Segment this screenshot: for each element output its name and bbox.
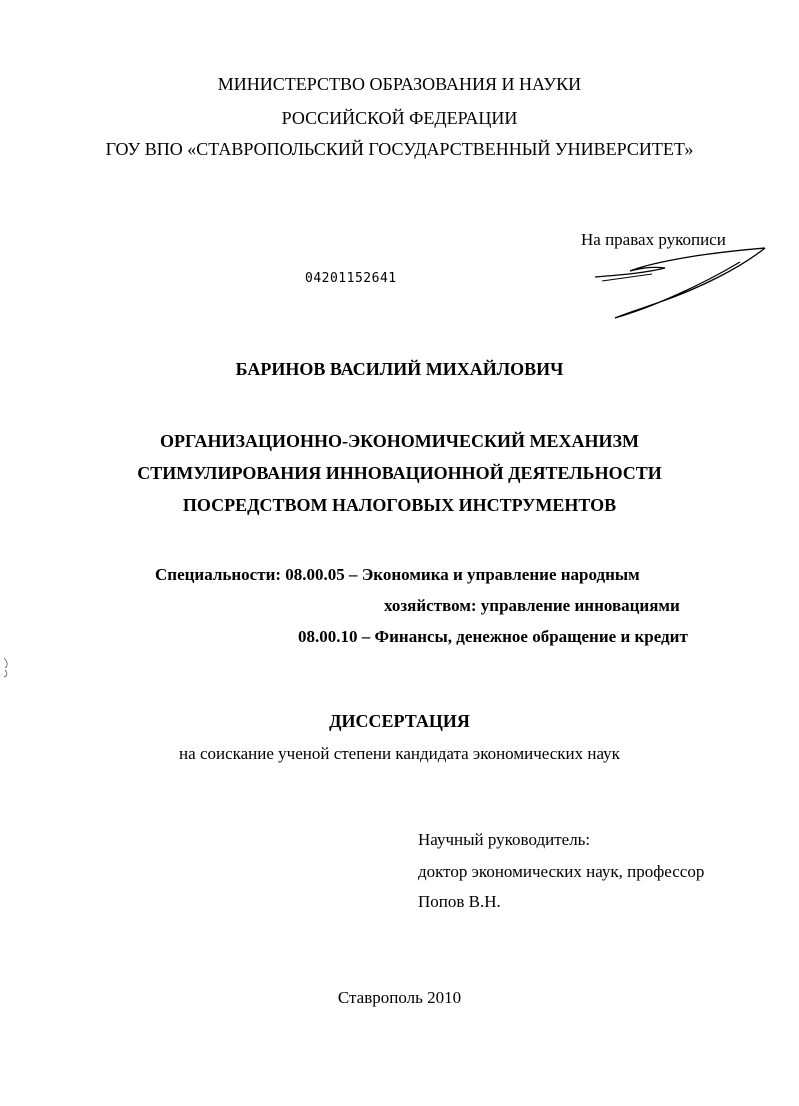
city-year: Ставрополь 2010 (337, 988, 462, 1007)
specialties-line-3: 08.00.10 – Финансы, денежное обращение и кредит (298, 627, 688, 646)
author-name: БАРИНОВ ВАСИЛИЙ МИХАЙЛОВИЧ (235, 359, 564, 379)
dissertation-subtitle: на соискание ученой степени кандидата экономических наук (179, 744, 620, 763)
title-line-2: СТИМУЛИРОВАНИЯ ИННОВАЦИОННОЙ ДЕЯТЕЛЬНОСТИ (137, 463, 662, 483)
title-line-1: ОРГАНИЗАЦИОННО-ЭКОНОМИЧЕСКИЙ МЕХАНИЗМ (159, 431, 640, 451)
title-line-3: ПОСРЕДСТВОМ НАЛОГОВЫХ ИНСТРУМЕНТОВ (182, 495, 617, 515)
specialties-line-2: хозяйством: управление инновациями (384, 596, 680, 615)
manuscript-note: На правах рукописи (581, 230, 726, 249)
advisor-label: Научный руководитель: (418, 830, 591, 849)
scan-edge-mark (3, 656, 9, 678)
specialties-line-1: Специальности: 08.00.05 – Экономика и управление народным (155, 565, 640, 584)
dissertation-heading: ДИССЕРТАЦИЯ (329, 711, 470, 731)
advisor-name: Попов В.Н. (418, 892, 501, 911)
university-name: ГОУ ВПО «СТАВРОПОЛЬСКИЙ ГОСУДАРСТВЕННЫЙ УНИВЕРСИТЕТ» (105, 139, 694, 159)
advisor-degree: доктор экономических наук, профессор (418, 862, 705, 881)
ministry-line-1: МИНИСТЕРСТВО ОБРАЗОВАНИЯ И НАУКИ (217, 74, 582, 94)
handwritten-signature (590, 238, 775, 328)
catalog-number: 04201152641 (305, 271, 397, 286)
ministry-line-2: РОССИЙСКОЙ ФЕДЕРАЦИИ (281, 108, 518, 128)
